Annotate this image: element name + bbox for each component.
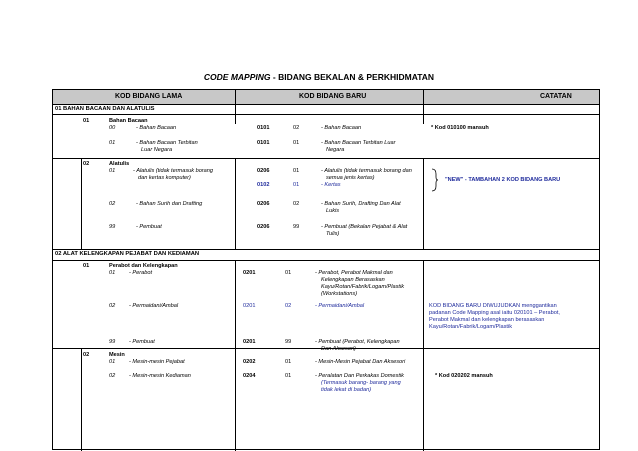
old-desc: - Perabot [129, 270, 153, 276]
new-desc: - Bahan Bacaan Terbitan Luar [321, 140, 396, 146]
note-line-2: padanan Code Mapping asal iaitu 020101 – Perabot, [429, 310, 560, 316]
new-sub-code: 99 [293, 224, 300, 230]
rule-section-2-top [53, 249, 599, 250]
new-desc-cont: semua jenis kertas) [326, 175, 375, 181]
new-desc: - Alatulis (tidak termasuk borang dan [321, 168, 412, 174]
old-desc: - Bahan Surih dan Drafting [136, 201, 203, 207]
sub-code: 01 [109, 359, 116, 365]
old-desc: - Alatulis (tidak termasuk borang [133, 168, 214, 174]
old-desc: - Pembuat [129, 339, 155, 345]
new-desc: - Pembuat (Bekalan Pejabat & Alat [321, 224, 408, 230]
new-sub-code: 01 [285, 373, 292, 379]
group-name: Perabot dan Kelengkapan [109, 263, 178, 269]
new-desc: - Perabot, Perabot Makmal dan [315, 270, 393, 276]
group-name: Alatulis [109, 161, 130, 167]
note-line-1: KOD BIDANG BARU DIWUJUDKAN menggantikan [429, 303, 557, 309]
new-desc: - Mesin-Mesin Pejabat Dan Aksesori [315, 359, 406, 365]
sub-code: 02 [109, 303, 116, 309]
note: * Kod 020202 mansuh [435, 373, 493, 379]
new-sub-code: 02 [293, 201, 300, 207]
new-desc-cont: Dan Aksesori) [321, 346, 356, 352]
old-desc: - Pembuat [136, 224, 162, 230]
new-desc: - Pembuat (Perabot, Kelengkapan [315, 339, 400, 345]
old-desc-cont: dan kertas komputer) [138, 175, 191, 181]
sub-code: 99 [109, 224, 116, 230]
new-desc: - Peralatan Dan Perkakas Domestik [315, 373, 404, 379]
new-desc: - Bahan Bacaan [321, 125, 362, 131]
group-code: 02 [83, 352, 90, 358]
new-sub-code: 01 [293, 140, 300, 146]
sub-code: 01 [109, 140, 116, 146]
col-rule-1b [235, 158, 236, 249]
rule-section-1 [53, 114, 599, 115]
new-desc-cont: Kayu/Rotan/Fabrik/Logam/Plastik [321, 284, 405, 290]
new-code: 0201 [243, 270, 256, 276]
new-desc-cont: Negara [326, 147, 345, 153]
sub-code: 02 [109, 373, 116, 379]
rule-group-alatulis [53, 158, 599, 159]
new-code: 0204 [243, 373, 256, 379]
new-sub-code: 02 [285, 303, 292, 309]
new-desc-cont: tidak lekat di badan) [321, 387, 372, 393]
old-desc: - Mesin-mesin Pejabat [129, 359, 185, 365]
new-code: 0201 [243, 303, 256, 309]
new-code: 0101 [257, 140, 270, 146]
col-rule-1a [235, 90, 236, 124]
group-code: 01 [83, 263, 90, 269]
new-code: 0206 [257, 168, 270, 174]
sub-code: 01 [109, 270, 116, 276]
mapping-table [52, 89, 600, 450]
group-rule-mesin [81, 348, 82, 451]
new-code: 0201 [243, 339, 256, 345]
new-sub-code: 01 [293, 168, 300, 174]
new-sub-code: 01 [285, 359, 292, 365]
table-header [53, 90, 599, 105]
new-desc-cont: Lukis [326, 208, 340, 214]
new-code: 0206 [257, 201, 270, 207]
new-desc-cont: Kelengkapan Berasaskan [321, 277, 385, 283]
new-desc-cont: (Workstations) [321, 291, 358, 297]
new-sub-code: 99 [285, 339, 292, 345]
group-code: 01 [83, 118, 90, 124]
old-desc: - Permaidani/Ambal [129, 303, 179, 309]
new-desc-kertas: - Kertas [321, 182, 341, 188]
old-desc: - Bahan Bacaan Terbitan [136, 140, 198, 146]
group-name: Bahan Bacaan [109, 118, 148, 124]
new-desc-cont: Tulis) [326, 231, 340, 237]
new-code: 0202 [243, 359, 256, 365]
old-desc: - Mesin-mesin Kediaman [129, 373, 191, 379]
note-line-3: Perabot Makmal dan kelengkapan berasaskan [429, 317, 545, 323]
page-title [0, 72, 638, 82]
group-code: 02 [83, 161, 90, 167]
new-desc: - Permaidani/Ambal [315, 303, 365, 309]
col-rule-2b [423, 158, 424, 249]
old-desc-cont: Luar Negara [141, 147, 173, 153]
new-sub-code: 01 [285, 270, 292, 276]
old-desc: - Bahan Bacaan [136, 125, 177, 131]
sub-code: 00 [109, 125, 116, 131]
group-name: Mesin [109, 352, 125, 358]
note-line-4: Kayu/Rotan/Fabrik/Logam/Plastik [429, 324, 513, 330]
new-code: 0206 [257, 224, 270, 230]
section-1-label: 01 BAHAN BACAAN DAN ALATULIS [55, 106, 155, 112]
header-kod-lama: KOD BIDANG LAMA [115, 93, 183, 100]
new-desc: - Bahan Surih, Drafting Dan Alat [321, 201, 401, 207]
group-rule-alatulis [81, 158, 82, 249]
new-desc-cont: (Termasuk barang- barang yang [321, 380, 401, 386]
sub-code: 02 [109, 201, 116, 207]
note-new: "NEW" - TAMBAHAN 2 KOD BIDANG BARU [445, 177, 561, 183]
col-rule-2c [423, 260, 424, 451]
col-rule-1c [235, 260, 236, 451]
new-code-kertas: 0102 [257, 182, 270, 188]
new-sub-code-kertas: 01 [293, 182, 300, 188]
title-rest: - BIDANG BEKALAN & PERKHIDMATAN [270, 72, 435, 82]
sub-code: 01 [109, 168, 116, 174]
sub-code: 99 [109, 339, 116, 345]
curly-brace-icon [431, 168, 439, 192]
header-catatan: CATATAN [540, 93, 572, 100]
rule-section-2-bottom [53, 260, 599, 261]
col-rule-2a [423, 90, 424, 124]
section-2-label: 02 ALAT KELENGKAPAN PEJABAT DAN KEDIAMAN [55, 251, 200, 257]
new-sub-code: 02 [293, 125, 300, 131]
header-kod-baru: KOD BIDANG BARU [299, 93, 367, 100]
title-italic: CODE MAPPING [203, 72, 271, 82]
note: * Kod 010100 mansuh [431, 125, 489, 131]
new-code: 0101 [257, 125, 270, 131]
